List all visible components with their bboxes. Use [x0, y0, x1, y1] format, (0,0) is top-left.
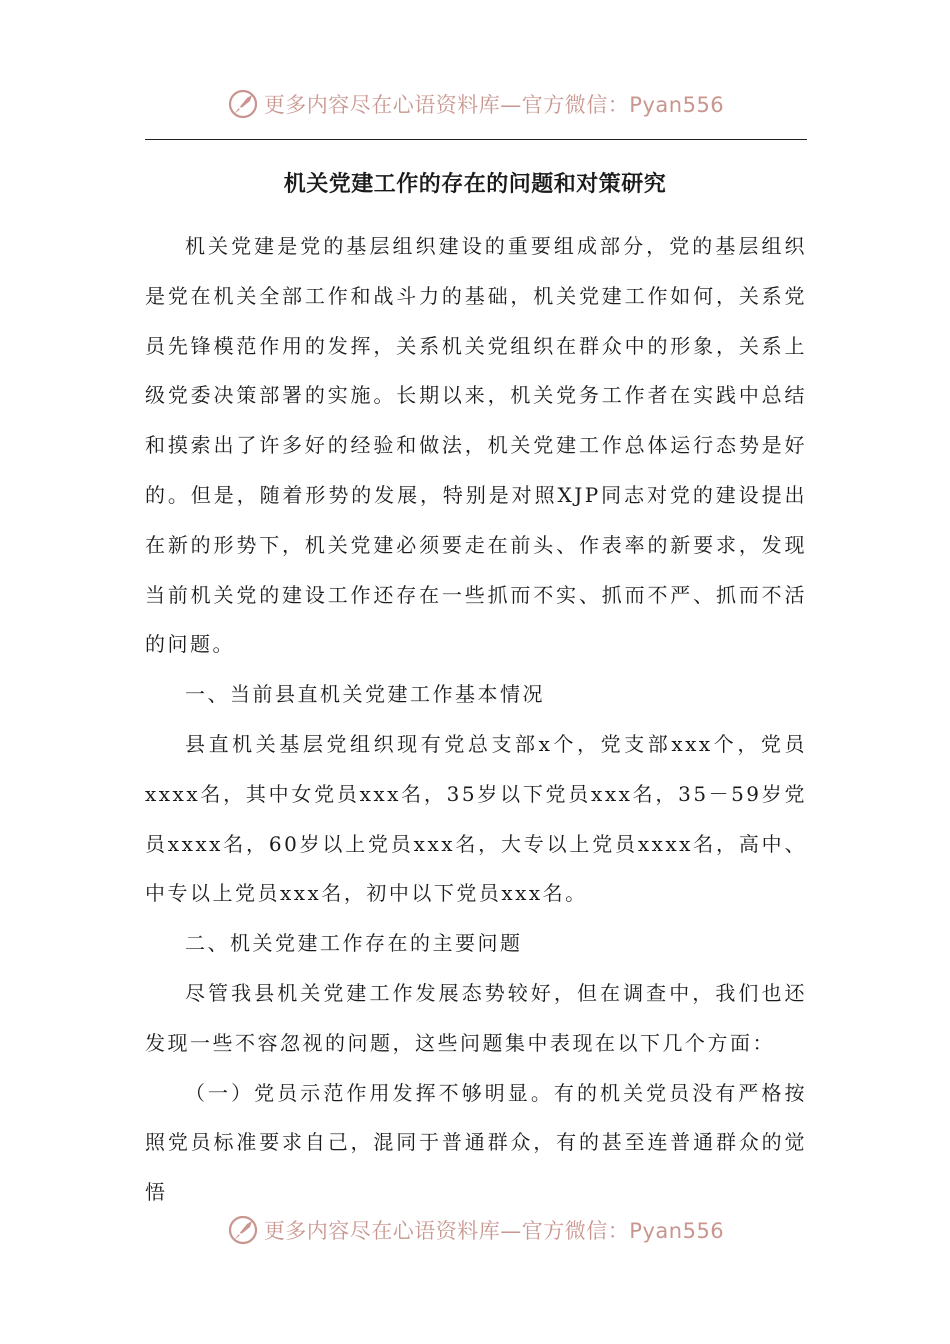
footer-banner-text: 更多内容尽在心语资料库—官方微信：Pyan556	[263, 1219, 725, 1243]
paragraph-intro: 机关党建是党的基层组织建设的重要组成部分，党的基层组织是党在机关全部工作和战斗力的基础，机关党建工作如何，关系党员先锋模范作用的发挥，关系机关党组织在群众中的形象，关系上级党委决策部署的实施。长期以来，机关党务工作者在实践中总结和摸索出了许多好的经验和做法，机关党建工作总体运行态势是好的。但是，随着形势的发展，特别是对照XJP同志对党的建设提出在新的形势下，机关党建必须要走在前头、作表率的新要求，发现当前机关党的建设工作还存在一些抓而不实、抓而不严、抓而不活的问题。	[145, 234, 807, 657]
paragraph-problems-intro: 尽管我县机关党建工作发展态势较好，但在调查中，我们也还发现一些不容忽视的问题，这些问题集中表现在以下几个方面：	[145, 980, 807, 1055]
document-title: 机关党建工作的存在的问题和对策研究	[283, 171, 667, 197]
header-divider	[145, 139, 807, 140]
header-banner-text: 更多内容尽在心语资料库—官方微信：Pyan556	[263, 93, 725, 117]
section-heading-1: 一、当前县直机关党建工作基本情况	[185, 682, 545, 707]
pen-nib-icon	[226, 1213, 260, 1247]
header-banner	[0, 84, 950, 124]
paragraph-problem-1: （一）党员示范作用发挥不够明显。有的机关党员没有严格按照党员标准要求自己，混同于普通群众，有的甚至连普通群众的觉悟	[145, 1080, 807, 1205]
footer-banner	[0, 1210, 950, 1250]
paragraph-statistics: 县直机关基层党组织现有党总支部x个，党支部xxx个，党员xxxx名，其中女党员xxx名，35岁以下党员xxx名，35－59岁党员xxxx名，60岁以上党员xxx名，大专以上党员xxxx名，高中、中专以上党员xxx名，初中以下党员xxx名。	[145, 731, 807, 906]
section-heading-2: 二、机关党建工作存在的主要问题	[185, 931, 523, 956]
document-body	[145, 222, 807, 1218]
pen-nib-icon	[226, 87, 260, 121]
